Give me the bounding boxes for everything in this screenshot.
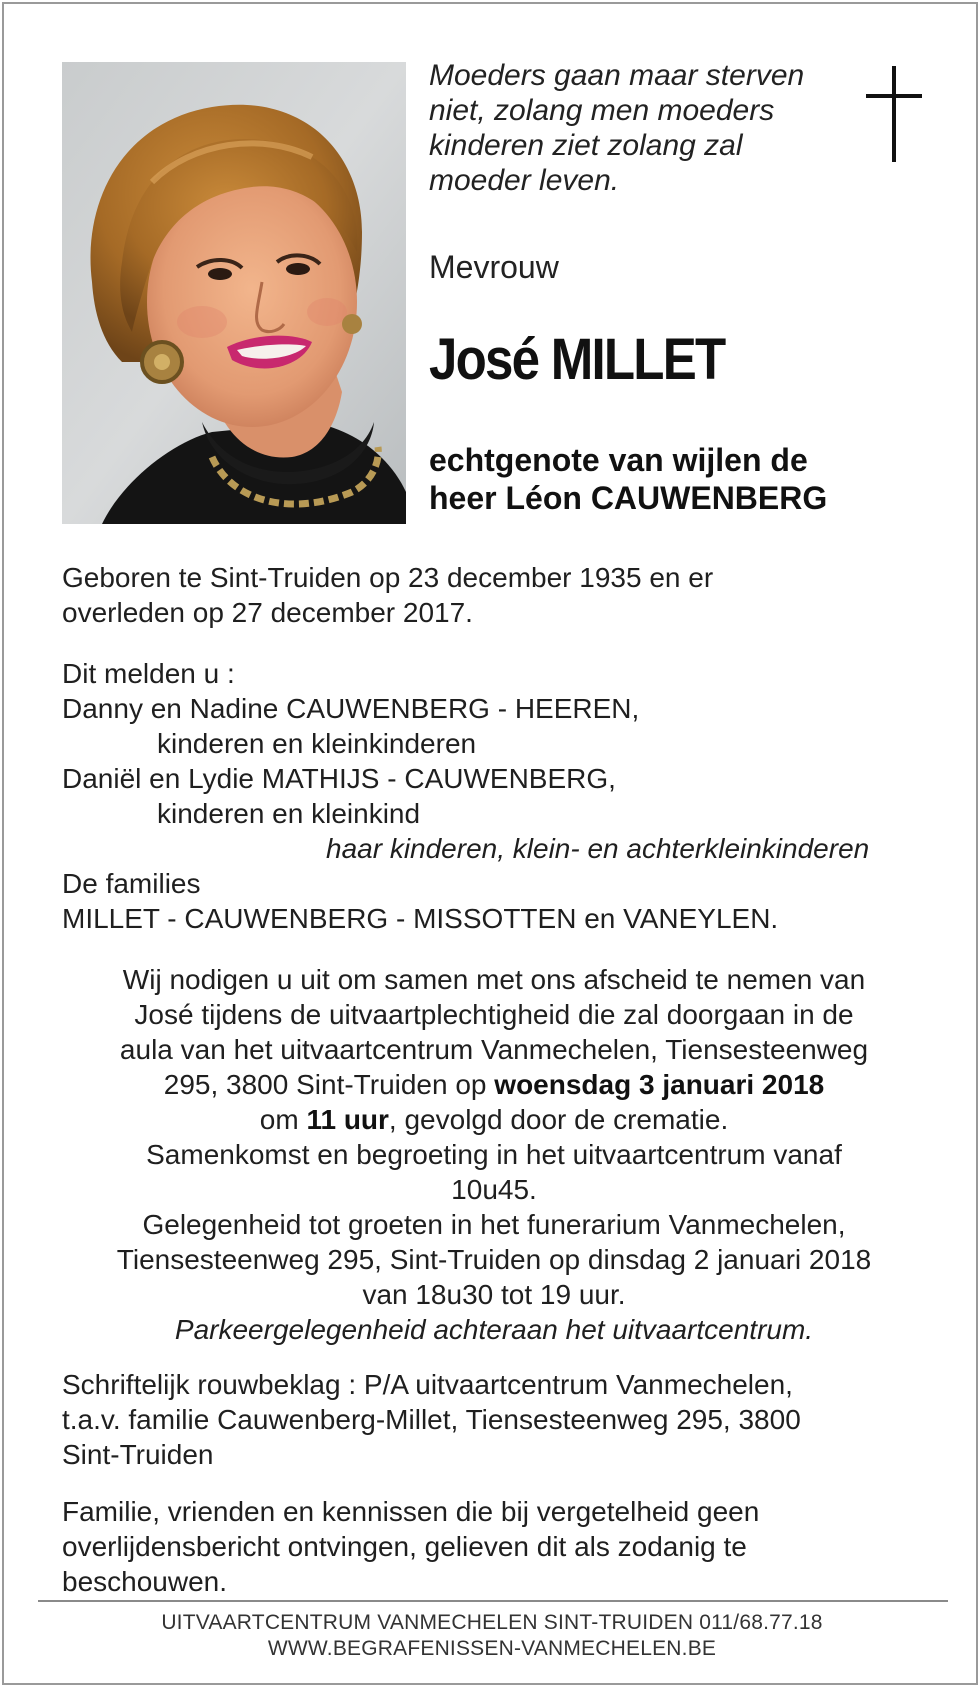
ceremony-text: 295, 3800 Sint-Truiden op (163, 1069, 495, 1100)
family-line: Danny en Nadine CAUWENBERG - HEEREN, (62, 693, 640, 724)
footer-contact: UITVAARTCENTRUM VANMECHELEN SINT-TRUIDEN 011/68.77.18 (161, 1611, 823, 1634)
ceremony-line: van 18u30 tot 19 uur. (362, 1279, 626, 1310)
families-list: MILLET - CAUWENBERG - MISSOTTEN en VANEYLEN. (62, 903, 779, 934)
ceremony-text: om (259, 1104, 307, 1135)
footer (4, 1610, 980, 1662)
family-subline: kinderen en kleinkinderen (157, 728, 477, 759)
ceremony-line: Wij nodigen u uit om samen met ons afscheid te nemen van (122, 964, 866, 995)
ceremony-line: José tijdens de uitvaartplechtigheid die zal doorgaan in de (134, 999, 854, 1030)
children-line: haar kinderen, klein- en achterkleinkinderen (326, 833, 870, 864)
family-subline: kinderen en kleinkind (157, 798, 421, 829)
quote-line: niet, zolang men moeders (429, 94, 775, 127)
quote-line: kinderen ziet zolang zal (429, 129, 743, 162)
parking-note: Parkeergelegenheid achteraan het uitvaartcentrum. (174, 1314, 814, 1345)
notice-line: beschouwen. (62, 1566, 228, 1597)
families-label: De families (62, 868, 201, 899)
condolences-line: Schriftelijk rouwbeklag : P/A uitvaartcentrum Vanmechelen, (62, 1369, 793, 1400)
ceremony-time: 11 uur (306, 1104, 389, 1135)
ceremony-line: Tiensesteenweg 295, Sint-Truiden op dinsdag 2 januari 2018 (116, 1244, 872, 1275)
footer-divider (38, 1600, 948, 1602)
latin-cross-icon (866, 66, 922, 167)
portrait-photo (62, 62, 406, 524)
condolences-line: Sint-Truiden (62, 1439, 214, 1470)
spouse-info (429, 441, 827, 517)
notice-line: Familie, vrienden en kennissen die bij vergetelheid geen (62, 1496, 760, 1527)
ceremony-text: , gevolgd door de crematie. (388, 1104, 729, 1135)
notice-line: overlijdensbericht ontvingen, gelieven dit als zodanig te (62, 1531, 747, 1562)
ceremony-info (44, 962, 944, 1347)
ceremony-line: Samenkomst en begroeting in het uitvaartcentrum vanaf (146, 1139, 842, 1170)
ceremony-line (44, 1067, 944, 1102)
title-prefix: Mevrouw (429, 249, 559, 285)
ceremony-line: 10u45. (451, 1174, 537, 1205)
announcers-intro: Dit melden u : (62, 658, 235, 689)
condolences-info (62, 1367, 942, 1472)
condolences-line: t.a.v. familie Cauwenberg-Millet, Tiensesteenweg 295, 3800 (62, 1404, 801, 1435)
footer-website: WWW.BEGRAFENISSEN-VANMECHELEN.BE (267, 1637, 717, 1660)
memorial-quote (429, 58, 829, 198)
spouse-line: echtgenote van wijlen de (429, 442, 808, 478)
birth-death-line: Geboren te Sint-Truiden op 23 december 1935 en er (62, 562, 714, 593)
family-line: Daniël en Lydie MATHIJS - CAUWENBERG, (62, 763, 616, 794)
spouse-line: heer Léon CAUWENBERG (429, 480, 828, 516)
quote-line: Moeders gaan maar sterven (429, 59, 805, 92)
ceremony-date: woensdag 3 januari 2018 (494, 1069, 825, 1100)
announcers-block (62, 656, 942, 936)
birth-death-line: overleden op 27 december 2017. (62, 597, 473, 628)
obituary-card (2, 2, 978, 1685)
ceremony-line: aula van het uitvaartcentrum Vanmechelen, Tiensesteenweg (119, 1034, 869, 1065)
notice-info (62, 1494, 942, 1599)
birth-death-info (62, 560, 942, 630)
ceremony-line: Gelegenheid tot groeten in het funerarium Vanmechelen, (142, 1209, 846, 1240)
quote-line: moeder leven. (429, 164, 620, 197)
deceased-name: José MILLET (429, 327, 725, 392)
ceremony-line (44, 1102, 944, 1137)
